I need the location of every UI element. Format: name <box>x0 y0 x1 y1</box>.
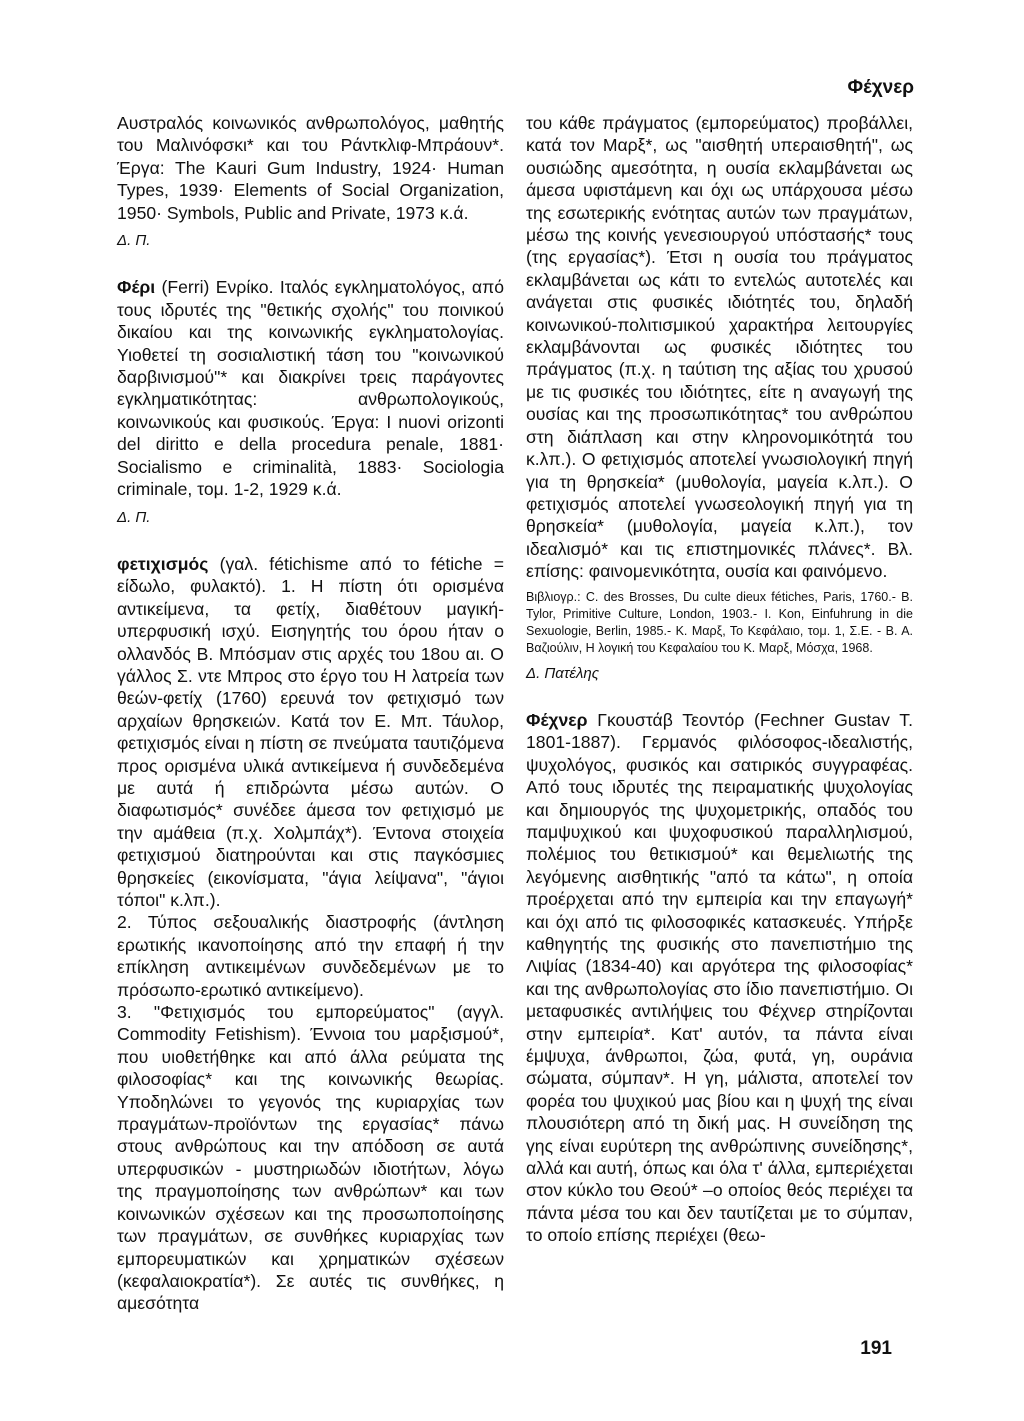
entry-headword: Φέρι <box>117 277 156 298</box>
page-number: 191 <box>860 1338 892 1359</box>
left-column <box>117 112 504 1315</box>
entry-text: (γαλ. fétichisme από το fétiche = είδωλο, φυλακτό). 1. Η πίστη ότι ορισμένα αντικείμενα, τα φετίχ, διαθέτουν μαγική-υπερφυσική ισχύ. Εισηγητής του όρου ήταν ο ολλανδός Β. Μπόσμαν στις αρχές του 18ου αι. Ο γάλλος Σ. ντε Μπρος στο έργο του Η λατρεία των θεών-φετίχ (1760) ερευνά τον φετιχισμό των αρχαίων θρησκειών. Κατά τον Ε. Μπ. Τάυλορ, φετιχισμός είναι η πίστη σε πνεύματα ταυτιζόμενα προς ορισμένα υλικά αντικείμενα ή συνδεδεμένα με αυτά ή επιδρώντα μέσω αυτών. Ο διαφωτισμός* συνέδεε άμεσα τον φετιχισμό με την αμάθεια (π.χ. Χολμπάχ*). Έντονα στοιχεία φετιχισμού διατηρούνται και στις παγκόσμιες θρησκείες (εικονίσματα, "άγια λείψανα", "άγιοι τόποι" κ.λπ.). <box>117 553 504 910</box>
fetishism-entry <box>117 553 504 912</box>
entry-headword: φετιχισμός <box>117 553 209 574</box>
fechner-entry <box>526 709 913 1247</box>
right-column <box>526 112 913 1247</box>
firth-entry-text: Αυστραλός κοινωνικός ανθρωπολόγος, μαθητής του Μαλινόφσκι* και του Ράντκλιφ-Μπράουν*. Έργα: The Kauri Gum Industry, 1924· Human Types, 1939· Elements of Social Organization, 1950· Symbols, Public and Private, 1973 κ.ά. <box>117 113 504 223</box>
entry-text: Γκουστάβ Τεοντόρ (Fechner Gustav T. 1801-1887). Γερμανός φιλόσοφος-ιδεαλιστής, ψυχολόγος, φυσικός και σατιρικός συγγραφέας. Από τους ιδρυτές της πειραματικής ψυχολογίας και δημιουργός της ψυχομετρικής, οπαδός του παμψυχικού και ψυχοφυσικού παραλληλισμού, πολέμιος του θετικισμού* και θεμελιωτής της λεγόμενης αισθητικής "από τα κάτω", η οποία προέρχεται από την εμπειρία και την επαγωγή* και όχι από τις φιλοσοφικές κατασκευές. Υπήρξε καθηγητής της φυσικής στο πανεπιστήμιο της Λιψίας (1834-40) και αργότερα της φιλοσοφίας* και της ανθρωπολογίας στο ίδιο πανεπιστήμιο. Οι μεταφυσικές αντιλήψεις του Φέχνερ στηρίζονται στην εμπειρία*. Κατ' αυτόν, τα πάντα είναι έμψυχα, άνθρωποι, ζώα, φυτά, γη, ουράνια σώματα, σύμπαν*. Η γη, μάλιστα, αποτελεί τον φορέα του ψυχικού μας βίου και η ψυχή της είναι πλουσιότερη από τη δική μας. Η συνείδηση της γης είναι ευρύτερη της ανθρώπινης συνείδησης*, αλλά και αυτή, όπως και όλα τ' άλλα, εμπεριέχεται στον κύκλο του Θεού* –ο οποίος θεός περιέχει τα πάντα μέσα του και δεν ταυτίζεται με το σύμπαν, το οποίο επίσης περιέχει (θεω- <box>526 709 913 1246</box>
fetishism-continued: του κάθε πράγματος (εμπορεύματος) προβάλλει, κατά τον Μαρξ*, ως "αισθητή υπεραισθητή", ως ουσιώδης αμεσότητα, η ουσία εκλαμβάνεται ως άμεσα υφιστάμενη και όχι ως υπάρχουσα μέσω της εσωτερικής ενότητας αυτών των πραγμάτων, μέσω της κοινής γενεσιουργού υπόστασής* τους (της εργασίας*). Έτσι η ουσία του πράγματος εκλαμβάνεται ως κάτι το εντελώς αυτοτελές και ανάγεται στις φυσικές ιδιότητές του, δηλαδή κοινωνικού-πολιτισμικού χαρακτήρα λειτουργίες εκλαμβάνονται ως φυσικές ιδιότητες του πράγματος (π.χ. η ταύτιση της αξίας του χρυσού με τις φυσικές του ιδιότητες, είτε η αναγωγή της ουσίας και της προσωπικότητας* του ανθρώπου στη διάπλαση και στην κληρονομικότητά του κ.λπ.). Ο φετιχισμός αποτελεί γνωσιολογική πηγή για τη θρησκεία* (μυθολογία, μαγεία κ.λπ.). Ο φετιχισμός αποτελεί γνωσεολογική πηγή για τη θρησκεία* (μυθολογία, μαγεία κ.λπ.), τον ιδεαλισμό* και τις επιστημονικές πλάνες*. Βλ. επίσης: φαινομενικότητα, ουσία και φαινόμενο. <box>526 113 913 582</box>
fetishism-sense-3: 3. "Φετιχισμός του εμπορεύματος" (αγγλ. Commodity Fetishism). Έννοια του μαρξισμού*, που υιοθετήθηκε και από άλλα ρεύματα της φιλοσοφίας* και της κοινωνικής θεωρίας. Υποδηλώνει το γεγονός της κυριαρχίας των πραγμάτων-προϊόντων της εργασίας* πάνω στους ανθρώπους και την απόδοση σε αυτά υπερφυσικών - μυστηριωδών ιδιοτήτων, λόγω της πραγμοποίησης των ανθρώπων* και των κοινωνικών σχέσεων και της προσωποποίησης των πραγμάτων, σε συνθήκες κυριαρχίας των εμπορευματικών και χρηματικών σχέσεων (κεφαλαιοκρατία*). Σε αυτές τις συνθήκες, η αμεσότητα <box>117 1002 504 1314</box>
entry-headword: Φέχνερ <box>526 709 588 730</box>
fetishism-sense-2: 2. Τύπος σεξουαλικής διαστροφής (άντληση ερωτικής ικανοποίησης από την επαφή ή την επίκληση αντικειμένων συνδεδεμένων με το πρόσωπο-ερωτικό αντικείμενο). <box>117 912 504 1000</box>
ferri-entry <box>117 276 504 500</box>
entry-text: (Ferri) Ενρίκο. Ιταλός εγκληματολόγος, από τους ιδρυτές της "θετικής σχολής" του ποινικού δικαίου και της κοινωνικής εγκληματολογίας. Υιοθετεί τη σοσιαλιστική τάση του "κοινωνικού δαρβινισμού"* και διακρίνει τρεις παράγοντες εγκληματικότητας: ανθρωπολογικούς, κοινωνικούς και φυσικούς. Έργα: I nuovi orizonti del diritto e della procedura penale, 1881· Socialismo e criminalità, 1883· Sociologia criminale, τομ. 1-2, 1929 κ.ά. <box>117 277 504 500</box>
signature: Δ. Π. <box>117 508 151 526</box>
signature: Δ. Πατέλης <box>526 664 600 682</box>
bibliography: Βιβλιογρ.: C. des Brosses, Du culte dieux fétiches, Paris, 1760.- B. Tylor, Primitive Culture, London, 1903.- I. Kon, Einfuhrung in die Sexuologie, Berlin, 1985.- Κ. Μαρξ, Το Κεφάλαιο, τομ. 1, Σ.Ε. - Β. Α. Βαζιούλιν, Η λογική του Κεφαλαίου του Κ. Μαρξ, Μόσχα, 1968. <box>526 589 913 655</box>
signature: Δ. Π. <box>117 232 151 250</box>
running-header: Φέχνερ <box>847 77 914 98</box>
